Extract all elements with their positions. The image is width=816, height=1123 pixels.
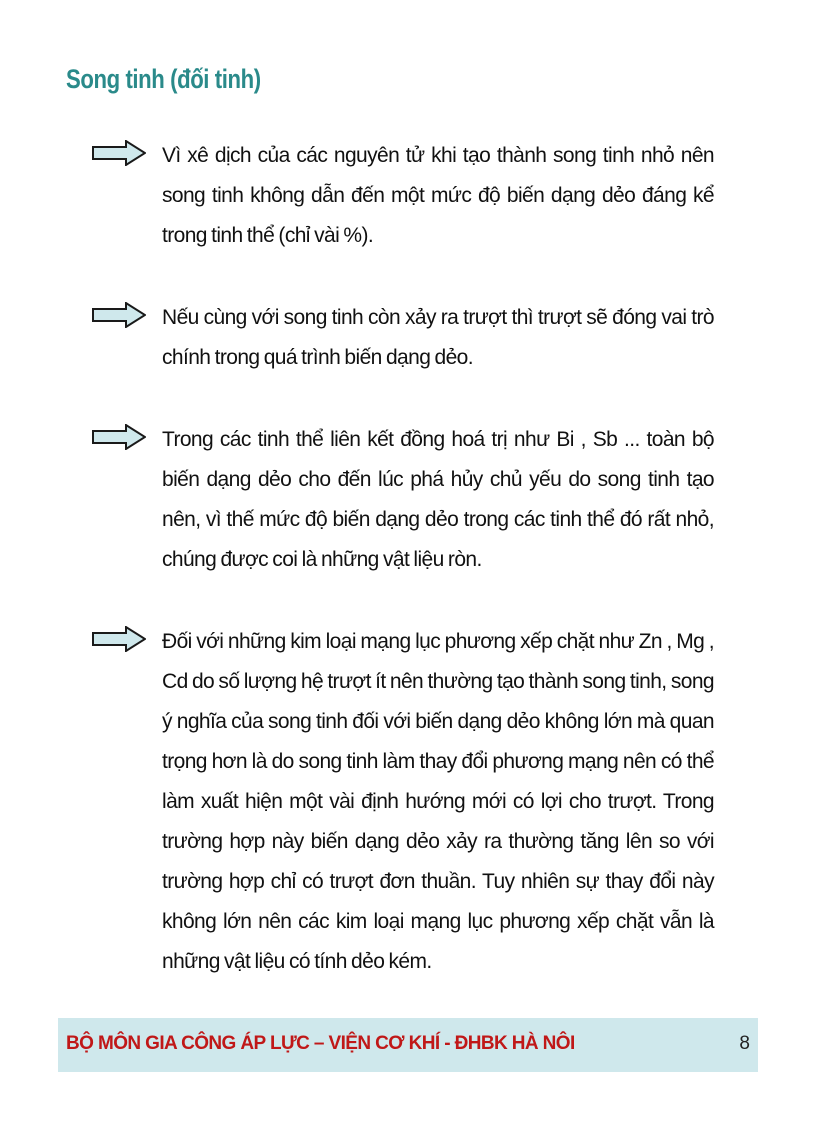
arrow-right-icon [92,302,146,328]
footer-bar [58,1018,758,1072]
page-title: Song tinh (đối tinh) [66,64,261,94]
bullet-text: Đối với những kim loại mạng lục phương xếp chặt như Zn , Mg , Cd do số lượng hệ trượt ít nên thường tạo thành song tinh, song ý nghĩa của song tinh đối với biến dạng dẻo không lớn mà quan trọng hơn là do song tinh làm thay đổi phương mạng nên có thể làm xuất hiện một vài định hướng mới có lợi cho trượt. Trong trường hợp này biến dạng dẻo xảy ra thường tăng lên so với trường hợp chỉ có trượt đơn thuần. Tuy nhiên sự thay đổi này không lớn nên các kim loại mạng lục phương xếp chặt vẫn là những vật liệu có tính dẻo kém. [162,630,714,973]
arrow-right-icon [92,424,146,450]
bullet-text: Trong các tinh thể liên kết đồng hoá trị như Bi , Sb ... toàn bộ biến dạng dẻo cho đến lúc phá hủy chủ yếu do song tinh tạo nên, vì thế mức độ biến dạng dẻo trong các tinh thể đó rất nhỏ, chúng được coi là những vật liệu ròn. [162,428,714,571]
arrow-right-icon [92,626,146,652]
bullet-text: Vì xê dịch của các nguyên tử khi tạo thành song tinh nhỏ nên song tinh không dẫn đến một mức độ biến dạng dẻo đáng kể trong tinh thể (chỉ vài %). [162,144,714,247]
bullet-text: Nếu cùng với song tinh còn xảy ra trượt thì trượt sẽ đóng vai trò chính trong quá trình biến dạng dẻo. [162,306,714,369]
footer-department: BỘ MÔN GIA CÔNG ÁP LỰC – VIỆN CƠ KHÍ - ĐHBK HÀ NÔI [66,1033,575,1054]
page-number: 8 [739,1033,750,1054]
arrow-right-icon [92,140,146,166]
